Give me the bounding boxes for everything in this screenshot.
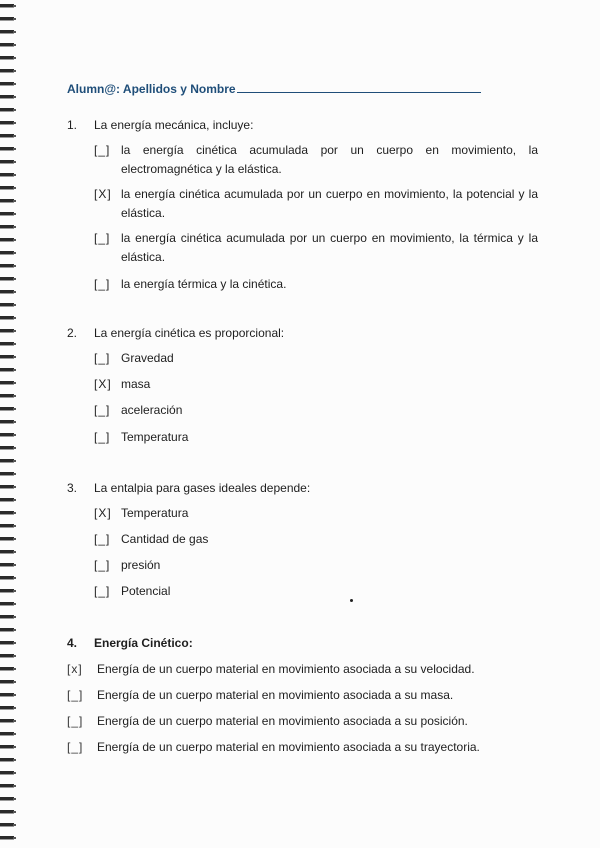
question-4-option-1[interactable]: [x] Energía de un cuerpo material en movimiento asociada a su velocidad. (67, 662, 475, 676)
checkbox[interactable]: [_] (94, 403, 111, 417)
question-2-title: 2. La energía cinética es proporcional: (67, 326, 285, 340)
checkbox[interactable]: [_] (94, 351, 111, 365)
student-name-header (67, 82, 481, 96)
question-3-option-2[interactable]: [_] Cantidad de gas (94, 532, 209, 546)
question-3-option-3[interactable]: [_] presión (94, 558, 161, 572)
checkbox[interactable]: [_] (94, 584, 111, 598)
question-1-option-4[interactable]: [_] la energía térmica y la cinética. (94, 277, 287, 291)
question-2-option-2[interactable]: [X] masa (94, 377, 151, 391)
checkbox[interactable]: [_] (94, 430, 111, 444)
student-name-line[interactable] (237, 82, 481, 93)
checkbox[interactable]: [X] (94, 187, 112, 201)
question-4-option-3[interactable]: [_] Energía de un cuerpo material en movimiento asociada a su posición. (67, 714, 468, 728)
checkbox[interactable]: [_] (67, 714, 84, 728)
student-name-label: Alumn@: Apellidos y Nombre (67, 82, 236, 96)
checkbox[interactable]: [X] (94, 377, 112, 391)
question-3-option-1[interactable]: [X] Temperatura (94, 506, 189, 520)
question-4-option-2[interactable]: [_] Energía de un cuerpo material en movimiento asociada a su masa. (67, 688, 454, 702)
question-3-option-4[interactable]: [_] Potencial (94, 584, 171, 598)
checkbox[interactable]: [_] (94, 143, 111, 157)
question-3-title: 3. La entalpia para gases ideales depende: (67, 481, 311, 495)
spiral-binding (0, 0, 14, 848)
question-2-option-1[interactable]: [_] Gravedad (94, 351, 174, 365)
checkbox[interactable]: [_] (94, 558, 111, 572)
checkbox[interactable]: [x] (67, 662, 83, 676)
question-2-option-4[interactable]: [_] Temperatura (94, 430, 189, 444)
checkbox[interactable]: [_] (94, 532, 111, 546)
ink-speck (350, 599, 353, 602)
question-4-title: 4. Energía Cinético: (67, 636, 193, 650)
question-1-option-1[interactable]: [_] la energía cinética acumulada por un cuerpo en movimiento, la electromagnética y la elástica. (94, 143, 538, 176)
question-1-option-3[interactable]: [_] la energía cinética acumulada por un cuerpo en movimiento, la térmica y la elástica. (94, 231, 538, 264)
question-1-option-2[interactable]: [X] la energía cinética acumulada por un cuerpo en movimiento, la potencial y la elástica. (94, 187, 538, 220)
checkbox[interactable]: [X] (94, 506, 112, 520)
checkbox[interactable]: [_] (94, 231, 111, 245)
checkbox[interactable]: [_] (67, 688, 84, 702)
question-4-option-4[interactable]: [_] Energía de un cuerpo material en movimiento asociada a su trayectoria. (67, 740, 480, 754)
checkbox[interactable]: [_] (67, 740, 84, 754)
question-1-title: 1. La energía mecánica, incluye: (67, 118, 254, 132)
checkbox[interactable]: [_] (94, 277, 111, 291)
question-2-option-3[interactable]: [_] aceleración (94, 403, 183, 417)
